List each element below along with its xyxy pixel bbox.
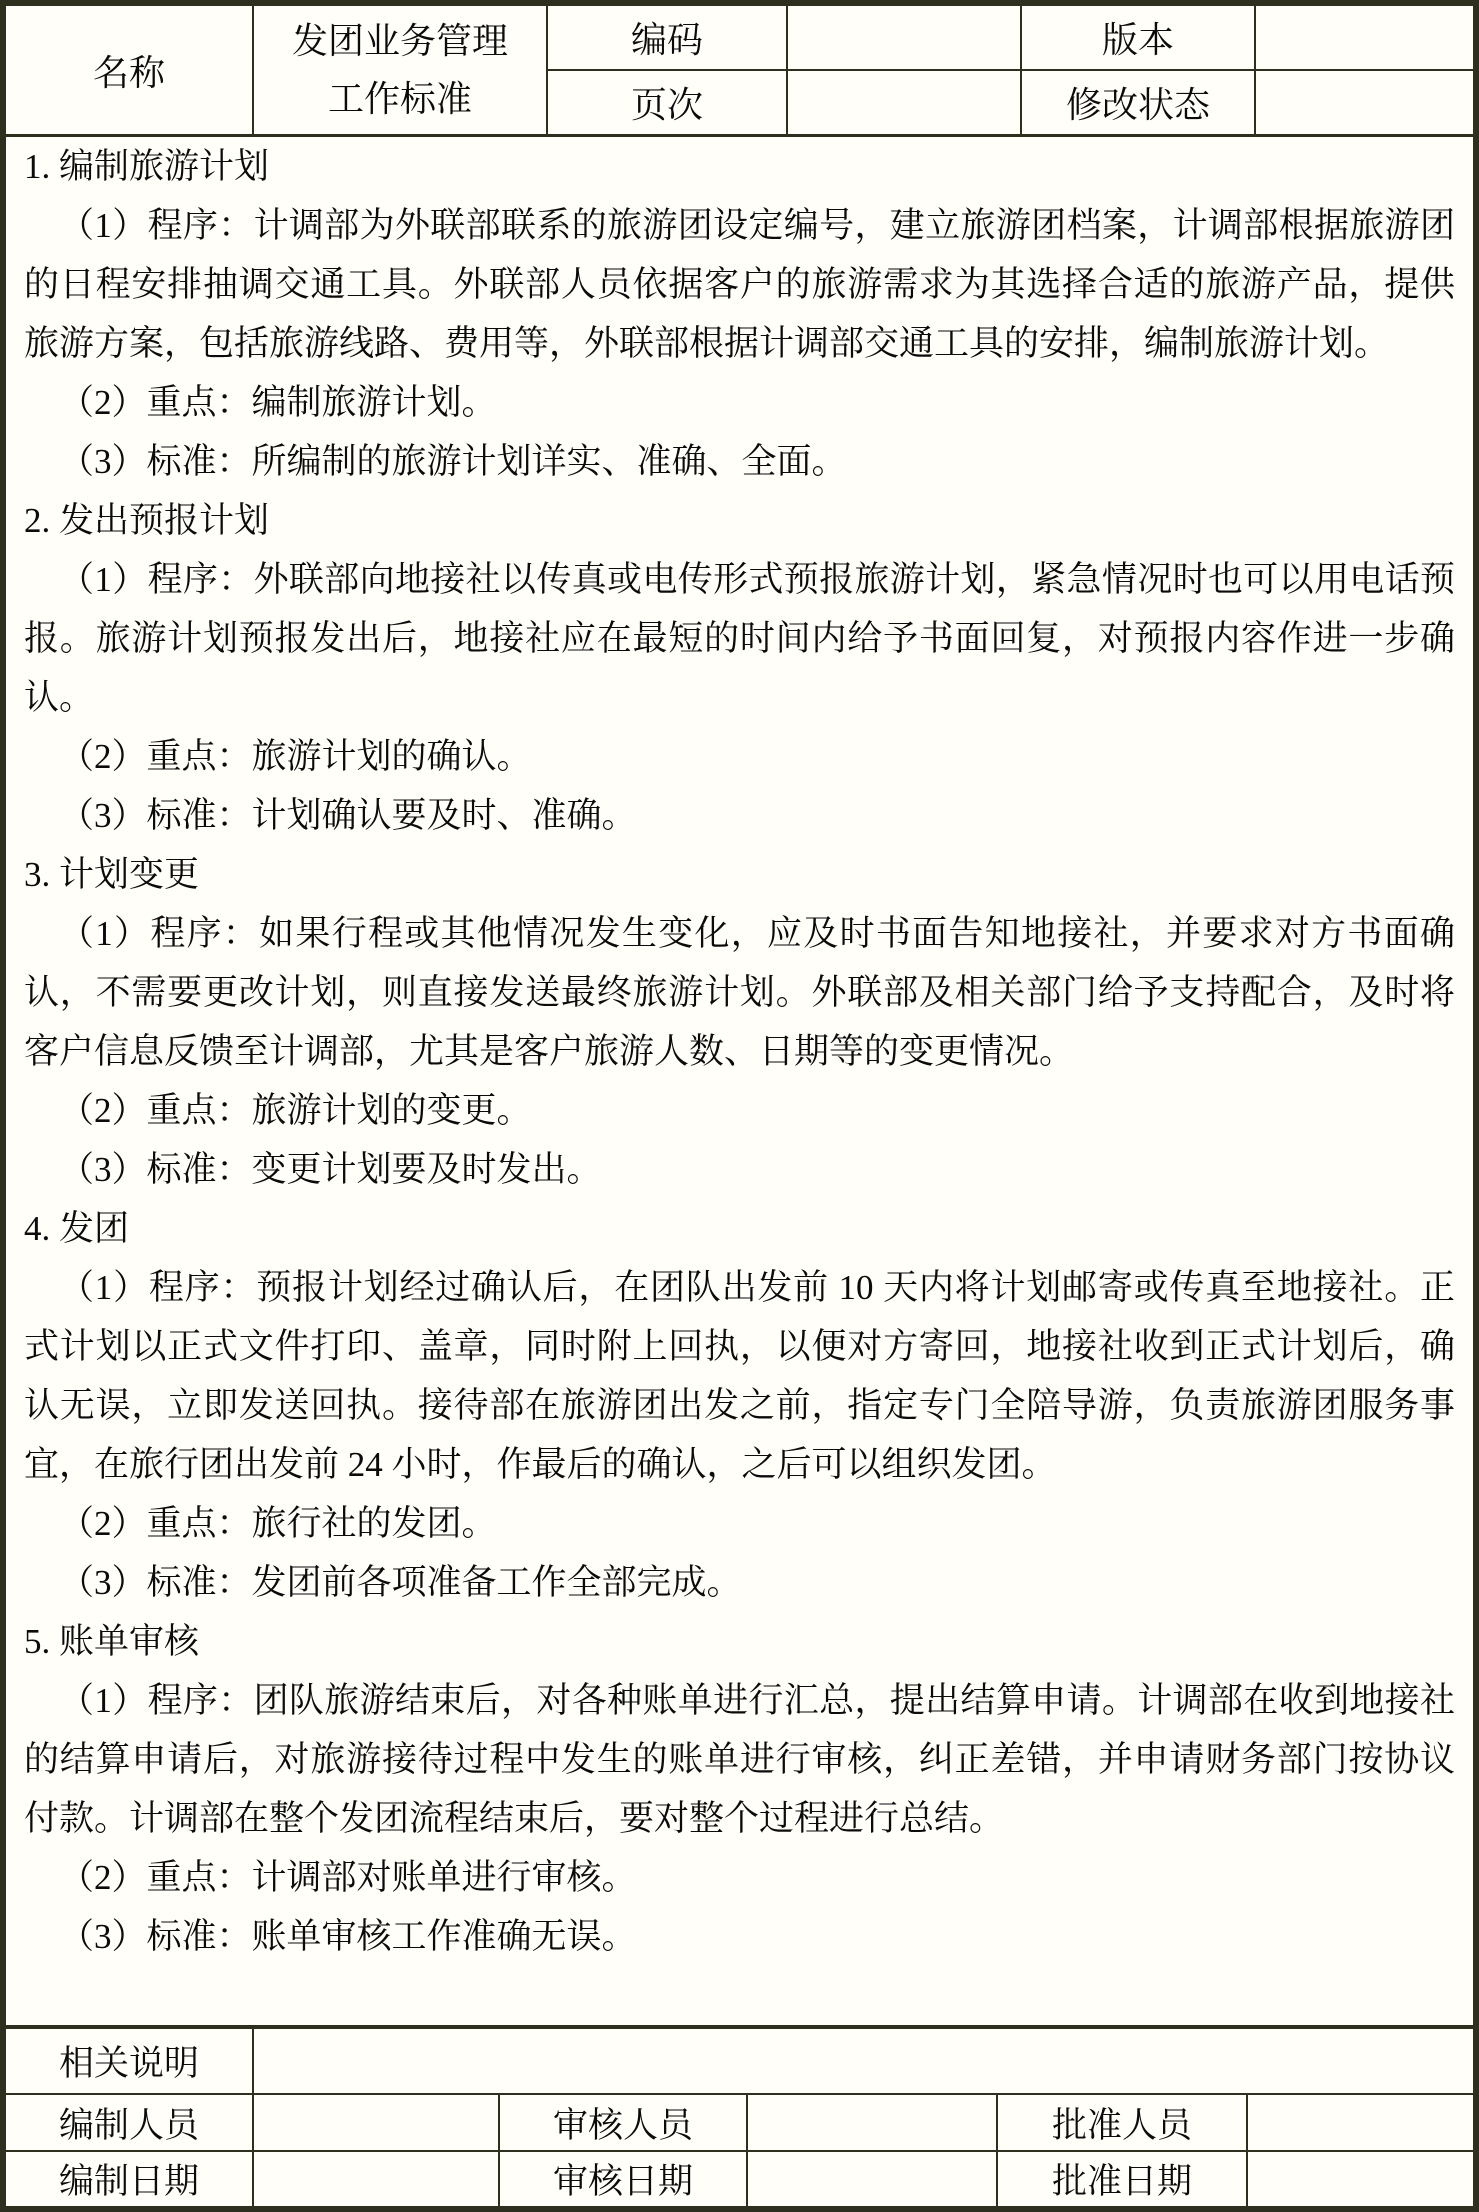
section-3-procedure: （1）程序：如果行程或其他情况发生变化，应及时书面告知地接社，并要求对方书面确认，不需要更改计划，则直接发送最终旅游计划。外联部及相关部门给予支持配合，及时将客户信息反馈至计调部，尤其是客户旅游人数、日期等的变更情况。 bbox=[24, 914, 1455, 1071]
header-name-label: 名称 bbox=[6, 6, 252, 134]
header-title-line2: 工作标准 bbox=[327, 79, 472, 119]
header-revision-label: 修改状态 bbox=[1022, 71, 1254, 134]
footer-approved-by-label: 批准人员 bbox=[998, 2095, 1246, 2150]
header-version-value bbox=[1256, 6, 1473, 69]
section-2-procedure: （1）程序：外联部向地接社以传真或电传形式预报旅游计划，紧急情况时也可以用电话预报。旅游计划预报发出后，地接社应在最短的时间内给予书面回复，对预报内容作进一步确认。 bbox=[24, 560, 1455, 717]
section-2-heading: 2. 发出预报计划 bbox=[24, 501, 270, 540]
section-3-heading: 3. 计划变更 bbox=[24, 855, 200, 894]
section-5-standard: （3）标准：账单审核工作准确无误。 bbox=[59, 1917, 637, 1956]
section-3-key-point: （2）重点：旅游计划的变更。 bbox=[59, 1091, 532, 1130]
section-3-standard: （3）标准：变更计划要及时发出。 bbox=[59, 1150, 602, 1189]
section-5-key-point: （2）重点：计调部对账单进行审核。 bbox=[59, 1858, 637, 1897]
footer-reviewed-by-label: 审核人员 bbox=[500, 2095, 746, 2150]
header-title-line1: 发团业务管理 bbox=[291, 21, 508, 61]
footer-reviewed-date-label: 审核日期 bbox=[500, 2152, 746, 2206]
section-2-key-point: （2）重点：旅游计划的确认。 bbox=[59, 737, 532, 776]
footer-prepared-by-value bbox=[254, 2095, 498, 2150]
footer-prepared-by-label: 编制人员 bbox=[6, 2095, 252, 2150]
footer-reviewed-date-value bbox=[748, 2152, 996, 2206]
header-page-label: 页次 bbox=[548, 71, 786, 134]
footer-notes-label: 相关说明 bbox=[6, 2029, 252, 2093]
section-4-procedure: （1）程序：预报计划经过确认后，在团队出发前 10 天内将计划邮寄或传真至地接社。正式计划以正式文件打印、盖章，同时附上回执，以便对方寄回，地接社收到正式计划后，确认无误，立即发送回执。接待部在旅游团出发之前，指定专门全陪导游，负责旅游团服务事宜，在旅行团出发前 24 小时，作最后的确认，之后可以组织发团。 bbox=[24, 1268, 1455, 1484]
header-code-value bbox=[788, 6, 1020, 69]
section-1-key-point: （2）重点：编制旅游计划。 bbox=[59, 383, 497, 422]
section-4-standard: （3）标准：发团前各项准备工作全部完成。 bbox=[59, 1563, 742, 1602]
section-2-standard: （3）标准：计划确认要及时、准确。 bbox=[59, 796, 637, 835]
footer-approved-date-value bbox=[1248, 2152, 1473, 2206]
footer-prepared-date-value bbox=[254, 2152, 498, 2206]
footer-prepared-date-label: 编制日期 bbox=[6, 2152, 252, 2206]
footer-notes-value bbox=[254, 2029, 1473, 2093]
header-revision-value bbox=[1256, 71, 1473, 134]
section-1-standard: （3）标准：所编制的旅游计划详实、准确、全面。 bbox=[59, 442, 847, 481]
footer-approved-date-label: 批准日期 bbox=[998, 2152, 1246, 2206]
footer-approved-by-value bbox=[1248, 2095, 1473, 2150]
footer-table bbox=[6, 2025, 1473, 2206]
header-table bbox=[6, 6, 1473, 137]
section-1-heading: 1. 编制旅游计划 bbox=[24, 147, 270, 186]
section-4-key-point: （2）重点：旅行社的发团。 bbox=[59, 1504, 497, 1543]
header-version-label: 版本 bbox=[1022, 6, 1254, 69]
section-5-heading: 5. 账单审核 bbox=[24, 1622, 200, 1661]
footer-reviewed-by-value bbox=[748, 2095, 996, 2150]
header-code-label: 编码 bbox=[548, 6, 786, 69]
document-body bbox=[6, 137, 1473, 2025]
header-page-value bbox=[788, 71, 1020, 134]
section-4-heading: 4. 发团 bbox=[24, 1209, 130, 1248]
header-title bbox=[254, 6, 546, 134]
section-5-procedure: （1）程序：团队旅游结束后，对各种账单进行汇总，提出结算申请。计调部在收到地接社的结算申请后，对旅游接待过程中发生的账单进行审核，纠正差错，并申请财务部门按协议付款。计调部在整个发团流程结束后，要对整个过程进行总结。 bbox=[24, 1681, 1455, 1838]
section-1-procedure: （1）程序：计调部为外联部联系的旅游团设定编号，建立旅游团档案，计调部根据旅游团的日程安排抽调交通工具。外联部人员依据客户的旅游需求为其选择合适的旅游产品，提供旅游方案，包括旅游线路、费用等，外联部根据计调部交通工具的安排，编制旅游计划。 bbox=[24, 206, 1455, 363]
